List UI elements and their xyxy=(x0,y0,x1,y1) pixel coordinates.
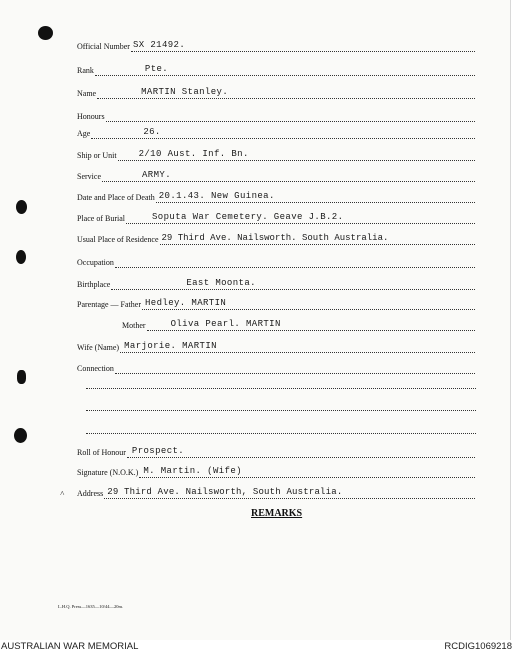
field-label: Address xyxy=(77,489,104,498)
field-line xyxy=(118,147,475,161)
field-roll-of-honour xyxy=(77,444,475,458)
field-line xyxy=(139,464,475,478)
field-label: Ship or Unit xyxy=(77,151,117,160)
printer-imprint: L.H.Q. Press—1635—10/44—20m. xyxy=(58,604,124,609)
field-name xyxy=(77,85,475,99)
field-value: 29 Third Ave. Nailsworth. South Australia. xyxy=(161,233,389,243)
field-label: Mother xyxy=(122,321,146,330)
field-line xyxy=(95,62,475,76)
field-service xyxy=(77,168,475,182)
connection-line xyxy=(86,409,476,411)
field-line xyxy=(115,254,475,268)
field-mother xyxy=(122,317,475,331)
field-usual-residence xyxy=(77,231,475,245)
field-line xyxy=(120,339,475,353)
connection-line xyxy=(86,387,476,389)
remarks-heading: REMARKS xyxy=(251,508,303,519)
field-label: Service xyxy=(77,172,101,181)
field-line xyxy=(127,444,475,458)
field-line xyxy=(91,125,475,139)
field-label: Age xyxy=(77,129,91,138)
field-official-number xyxy=(77,38,475,52)
margin-mark: ˄ xyxy=(60,489,65,498)
field-value: Marjorie. MARTIN xyxy=(124,341,217,351)
field-rank xyxy=(77,62,475,76)
field-value: 26. xyxy=(143,127,161,137)
field-age xyxy=(77,125,475,139)
field-birthplace xyxy=(77,276,475,290)
field-line xyxy=(104,485,475,499)
field-line xyxy=(106,108,475,122)
field-label: Rank xyxy=(77,66,94,75)
punch-hole xyxy=(38,26,53,40)
field-value: Oliva Pearl. MARTIN xyxy=(170,319,281,329)
field-label: Birthplace xyxy=(77,280,111,289)
field-line xyxy=(102,168,475,182)
archive-caption-right: RCDIG1069218 xyxy=(444,641,512,652)
field-line xyxy=(111,276,475,290)
field-occupation xyxy=(77,254,475,268)
field-value: M. Martin. (Wife) xyxy=(143,466,242,476)
field-line xyxy=(156,189,475,203)
field-value: 20.1.43. New Guinea. xyxy=(158,191,275,201)
field-label: Name xyxy=(77,89,97,98)
field-value: SX 21492. xyxy=(132,40,186,50)
field-label: Date and Place of Death xyxy=(77,193,155,202)
field-honours xyxy=(77,108,475,122)
field-connection xyxy=(77,360,475,374)
field-label: Occupation xyxy=(77,258,114,267)
field-date-place-of-death xyxy=(77,189,475,203)
field-label: Official Number xyxy=(77,42,130,51)
field-line xyxy=(131,38,475,52)
field-signature-nok xyxy=(77,464,475,478)
connection-line xyxy=(86,432,476,434)
field-value: Prospect. xyxy=(131,446,185,456)
field-label: Roll of Honour xyxy=(77,448,126,457)
field-value: 29 Third Ave. Nailsworth, South Australia. xyxy=(107,487,343,497)
field-line xyxy=(147,317,475,331)
field-label: Wife (Name) xyxy=(77,343,120,352)
punch-hole xyxy=(16,250,26,264)
field-value: Hedley. MARTIN xyxy=(144,298,227,308)
field-line xyxy=(115,360,475,374)
field-line xyxy=(142,296,475,310)
field-address xyxy=(77,485,475,499)
field-label: Usual Place of Residence xyxy=(77,235,159,244)
field-value: MARTIN Stanley. xyxy=(141,87,229,97)
field-line xyxy=(97,85,475,99)
field-value: Soputa War Cemetery. Geave J.B.2. xyxy=(151,212,344,222)
punch-hole xyxy=(14,428,27,443)
field-value: East Moonta. xyxy=(186,278,256,288)
field-value: 2/10 Aust. Inf. Bn. xyxy=(138,149,249,159)
field-label: Place of Burial xyxy=(77,214,125,223)
field-wife xyxy=(77,339,475,353)
field-line xyxy=(160,231,475,245)
field-value: ARMY. xyxy=(142,170,172,180)
punch-hole xyxy=(17,370,26,384)
field-label: Parentage — Father xyxy=(77,300,141,309)
field-label: Connection xyxy=(77,364,114,373)
field-place-of-burial xyxy=(77,210,475,224)
field-line xyxy=(126,210,475,224)
field-ship-or-unit xyxy=(77,147,475,161)
punch-hole xyxy=(16,200,27,214)
field-label: Honours xyxy=(77,112,105,121)
field-father xyxy=(77,296,475,310)
archive-caption-left: AUSTRALIAN WAR MEMORIAL xyxy=(1,641,139,652)
field-label: Signature (N.O.K.) xyxy=(77,468,139,477)
field-value: Pte. xyxy=(144,64,169,74)
